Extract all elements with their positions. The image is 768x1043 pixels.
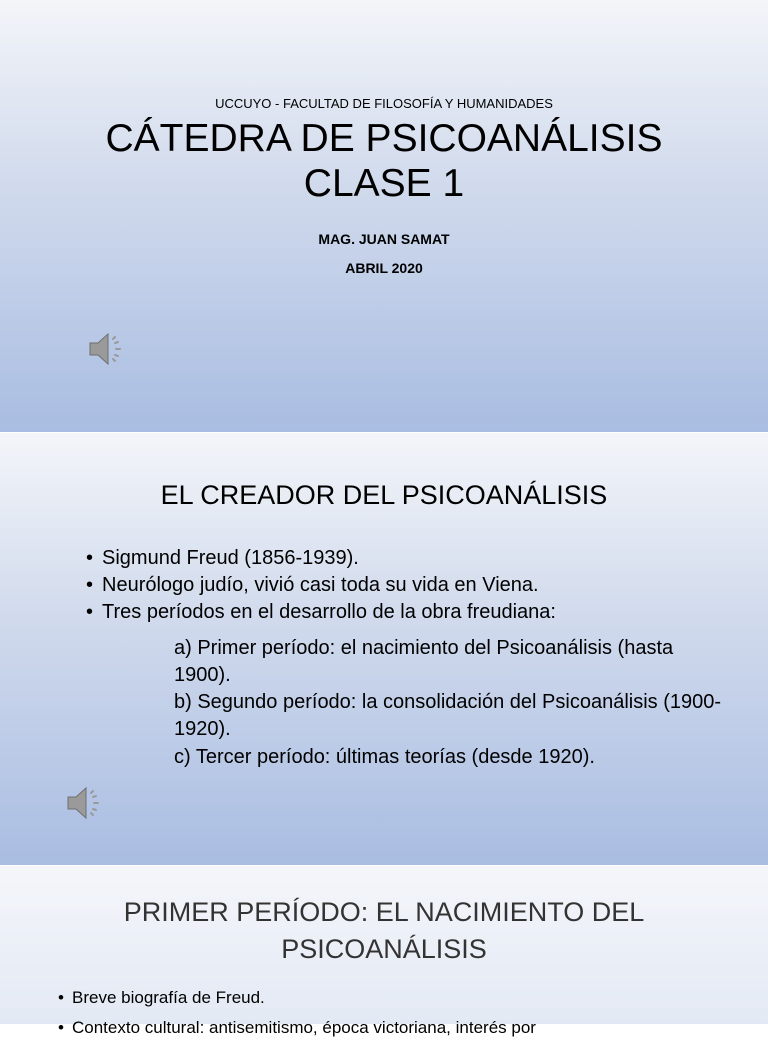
course-title-line1: CÁTEDRA DE PSICOANÁLISIS xyxy=(105,117,663,160)
course-title xyxy=(0,116,768,206)
slide-heading-line1: PRIMER PERÍODO: EL NACIMIENTO DEL xyxy=(123,897,645,927)
list-item: • Contexto cultural: antisemitismo, época victoriana, interés por xyxy=(58,1013,758,1043)
bullet-list xyxy=(86,545,746,626)
slide-heading xyxy=(0,894,768,968)
author-name: MAG. JUAN SAMAT xyxy=(318,231,450,247)
list-item: • Neurólogo judío, vivió casi toda su vida en Viena. xyxy=(86,572,746,599)
speaker-icon[interactable] xyxy=(64,783,108,823)
slide-heading-line2: PSICOANÁLISIS xyxy=(281,934,487,964)
slide-creator xyxy=(0,433,768,865)
period-item-b: b) Segundo período: la consolidación del Psicoanálisis (1900-1920). xyxy=(174,691,722,740)
list-item: • Sigmund Freud (1856-1939). xyxy=(86,545,746,572)
institution-subtitle: UCCUYO - FACULTAD DE FILOSOFÍA Y HUMANIDADES xyxy=(215,96,553,111)
list-item: • Breve biografía de Freud. xyxy=(58,983,758,1013)
period-item-c: c) Tercer período: últimas teorías (desde 1920). xyxy=(174,746,595,768)
speaker-icon[interactable] xyxy=(86,329,130,369)
course-title-line2: CLASE 1 xyxy=(303,162,465,205)
slide-heading: EL CREADOR DEL PSICOANÁLISIS xyxy=(160,480,608,510)
period-item-a: a) Primer período: el nacimiento del Psicoanálisis (hasta 1900). xyxy=(174,637,674,686)
bullet-list xyxy=(58,983,758,1043)
list-item: • Tres períodos en el desarrollo de la obra freudiana: xyxy=(86,599,746,626)
slide-title xyxy=(0,0,768,432)
slide-first-period xyxy=(0,866,768,1037)
presentation-date: ABRIL 2020 xyxy=(345,260,423,276)
